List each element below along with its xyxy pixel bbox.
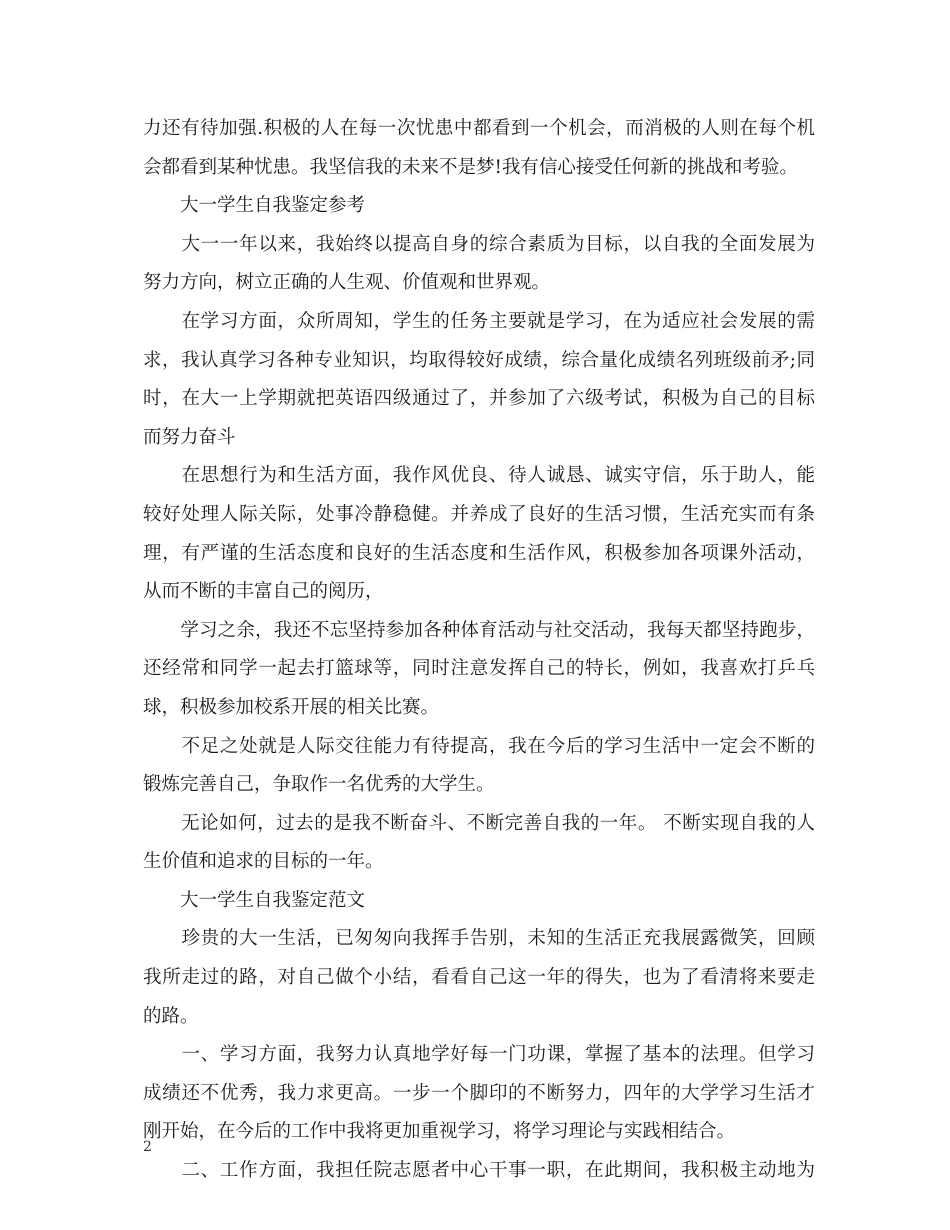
document-body — [143, 110, 815, 1191]
text-line: 时，在大一上学期就把英语四级通过了，并参加了六级考试，积极为自己的目标 — [143, 388, 815, 410]
text-line: 大一学生自我鉴定范文 — [143, 889, 366, 911]
text-line: 力还有待加强.积极的人在每一次忧患中都看到一个机会，而消极的人则在每个机 — [143, 118, 815, 139]
text-line: 理，有严谨的生活态度和良好的生活态度和生活作风，积极参加各项课外活动， — [143, 542, 815, 564]
page-number: 2 — [143, 1139, 152, 1155]
text-line: 学习之余，我还不忘坚持参加各种体育活动与社交活动，我每天都坚持跑步， — [143, 619, 815, 641]
text-line: 还经常和同学一起去打篮球等，同时注意发挥自己的特长，例如，我喜欢打乒乓 — [143, 658, 815, 680]
text-line: 无论如何，过去的是我不断奋斗、不断完善自我的一年。 不断实现自我的人 — [143, 812, 815, 834]
text-line: 在思想行为和生活方面，我作风优良、待人诚恳、诚实守信，乐于助人，能 — [143, 465, 815, 487]
text-line: 球，积极参加校系开展的相关比赛。 — [143, 696, 440, 718]
text-line: 二、工作方面，我担任院志愿者中心干事一职，在此期间，我积极主动地为 — [143, 1160, 815, 1182]
text-line: 大一一年以来，我始终以提高自身的综合素质为目标，以自我的全面发展为 — [143, 233, 815, 255]
text-line: 较好处理人际关际，处事冷静稳健。并养成了良好的生活习惯，生活充实而有条 — [143, 503, 815, 525]
text-line: 生价值和追求的目标的一年。 — [143, 851, 384, 873]
text-line: 大一学生自我鉴定参考 — [143, 195, 366, 217]
text-line: 求，我认真学习各种专业知识，均取得较好成绩，综合量化成绩名列班级前矛;同 — [143, 349, 815, 371]
text-line: 努力方向，树立正确的人生观、价值观和世界观。 — [143, 272, 551, 294]
text-line: 的路。 — [143, 1005, 199, 1027]
text-line: 会都看到某种忧患。我坚信我的未来不是梦!我有信心接受任何新的挑战和考验。 — [143, 156, 798, 178]
text-line: 珍贵的大一生活，已匆匆向我挥手告别，未知的生活正充我展露微笑，回顾 — [143, 928, 815, 950]
text-line: 一、学习方面，我努力认真地学好每一门功课，掌握了基本的法理。但学习 — [143, 1044, 815, 1066]
text-line: 不足之处就是人际交往能力有待提高，我在今后的学习生活中一定会不断的 — [143, 735, 815, 757]
text-line: 从而不断的丰富自己的阅历， — [143, 581, 384, 603]
text-line: 而努力奋斗 — [143, 426, 236, 448]
text-line: 我所走过的路，对自己做个小结，看看自己这一年的得失，也为了看清将来要走 — [143, 967, 815, 989]
text-line: 在学习方面，众所周知，学生的任务主要就是学习，在为适应社会发展的需 — [143, 310, 815, 332]
text-line: 刚开始，在今后的工作中我将更加重视学习，将学习理论与实践相结合。 — [143, 1121, 736, 1143]
text-line: 锻炼完善自己，争取作一名优秀的大学生。 — [143, 774, 495, 796]
text-line: 成绩还不优秀，我力求更高。一步一个脚印的不断努力，四年的大学学习生活才 — [143, 1082, 815, 1104]
